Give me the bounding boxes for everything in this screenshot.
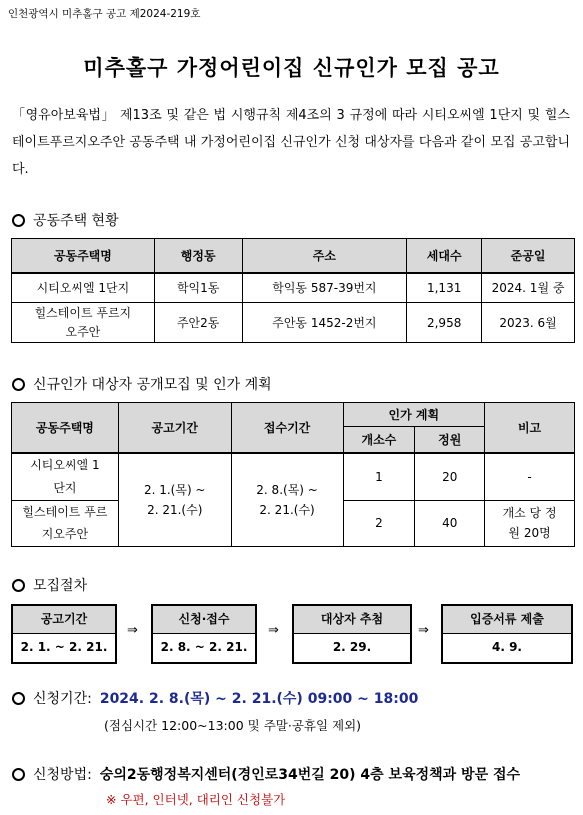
apply-method-line (12, 764, 520, 784)
table-header: 공고기간 (118, 403, 231, 453)
apply-method-label: 신청방법: (33, 767, 92, 783)
table-header: 주소 (242, 239, 407, 273)
table-header: 공동주택명 (12, 403, 119, 453)
circle-bullet-icon (12, 768, 25, 781)
section-heading-housing: 공동주택 현황 (12, 210, 119, 230)
housing-table (11, 238, 575, 343)
step-date: 2. 8. ~ 2. 21. (160, 640, 248, 654)
table-cell: 20 (415, 453, 485, 501)
table-cell: 시티오씨엘 1단지 (12, 453, 119, 501)
table-header: 공동주택명 (12, 239, 155, 273)
section-heading-procedure: 모집절차 (12, 575, 87, 595)
page-title: 미추홀구 가정어린이집 신규인가 모집 공고 (83, 56, 500, 80)
table-cell: 주안동 1452-2번지 (242, 303, 407, 343)
apply-method-note: ※ 우편, 인터넷, 대리인 신청불가 (106, 792, 286, 807)
table-header: 인가 계획 (343, 403, 485, 427)
apply-period-label: 신청기간: (33, 691, 92, 707)
apply-period-value: 2024. 2. 8.(목) ~ 2. 21.(수) 09:00 ~ 18:00 (99, 691, 419, 707)
circle-bullet-icon (12, 214, 25, 227)
table-header: 접수기간 (231, 403, 343, 453)
table-cell: 1 (343, 453, 415, 501)
apply-method-value: 숭의2동행정복지센터(경인로34번길 20) 4층 보육정책과 방문 접수 (99, 767, 521, 783)
step-label: 신청·접수 (153, 606, 255, 634)
step-label: 입증서류 제출 (443, 606, 571, 634)
table-cell: 2 (343, 500, 415, 546)
arrow-right-icon: ⇒ (127, 623, 138, 638)
procedure-step (292, 604, 412, 664)
table-cell: 40 (415, 500, 485, 546)
intro-paragraph: 「영유아보육법」 제13조 및 같은 법 시행규칙 제4조의 3 규정에 따라 시티오씨엘 1단지 및 힐스테이트푸르지오주안 공동주택 내 가정어린이집 신규인가 신청 대상자를 다음과 같이 모집 공고합니다. (12, 108, 570, 177)
recruitment-table (11, 402, 575, 547)
circle-bullet-icon (12, 579, 25, 592)
table-cell: 2023. 6월 (482, 303, 575, 343)
notice-period-cell: 2. 1.(목) ~ 2. 21.(수) (118, 453, 231, 547)
table-cell: 개소 당 정원 20명 (485, 500, 575, 546)
table-cell: 학익1동 (154, 273, 242, 303)
table-cell: 2024. 1월 중 (482, 273, 575, 303)
table-header: 정원 (415, 427, 485, 453)
table-header: 개소수 (343, 427, 415, 453)
table-cell: 학익동 587-39번지 (242, 273, 407, 303)
step-date: 2. 29. (332, 640, 372, 654)
table-cell: - (485, 453, 575, 501)
circle-bullet-icon (12, 378, 25, 391)
apply-period-note: (점심시간 12:00~13:00 및 주말·공휴일 제외) (104, 718, 362, 733)
table-row (12, 453, 575, 501)
arrow-right-icon: ⇒ (268, 623, 279, 638)
table-header: 준공일 (482, 239, 575, 273)
step-date: 4. 9. (492, 640, 522, 654)
table-header: 비고 (485, 403, 575, 453)
table-header-row (12, 239, 575, 273)
step-label: 대상자 추첨 (294, 606, 410, 634)
table-cell: 1,131 (407, 273, 482, 303)
table-cell: 시티오씨엘 1단지 (12, 273, 155, 303)
table-header: 세대수 (407, 239, 482, 273)
step-date: 2. 1. ~ 2. 21. (20, 640, 108, 654)
circle-bullet-icon (12, 692, 25, 705)
table-cell: 주안2동 (154, 303, 242, 343)
arrow-right-icon: ⇒ (418, 623, 429, 638)
table-cell: 힐스테이트 푸르지오주안 (12, 303, 155, 343)
procedure-step (441, 604, 573, 664)
procedure-step (11, 604, 117, 664)
table-header: 행정동 (154, 239, 242, 273)
table-row (12, 303, 575, 343)
receipt-period-cell: 2. 8.(목) ~ 2. 21.(수) (231, 453, 343, 547)
procedure-step (151, 604, 257, 664)
table-cell: 2,958 (407, 303, 482, 343)
apply-period-line (12, 688, 418, 708)
table-cell: 힐스테이트 푸르지오주안 (12, 500, 119, 546)
section-heading-recruitment: 신규인가 대상자 공개모집 및 인가 계획 (12, 374, 272, 394)
step-label: 공고기간 (13, 606, 115, 634)
table-row (12, 273, 575, 303)
document-number: 인천광역시 미추홀구 공고 제2024-219호 (8, 8, 201, 20)
